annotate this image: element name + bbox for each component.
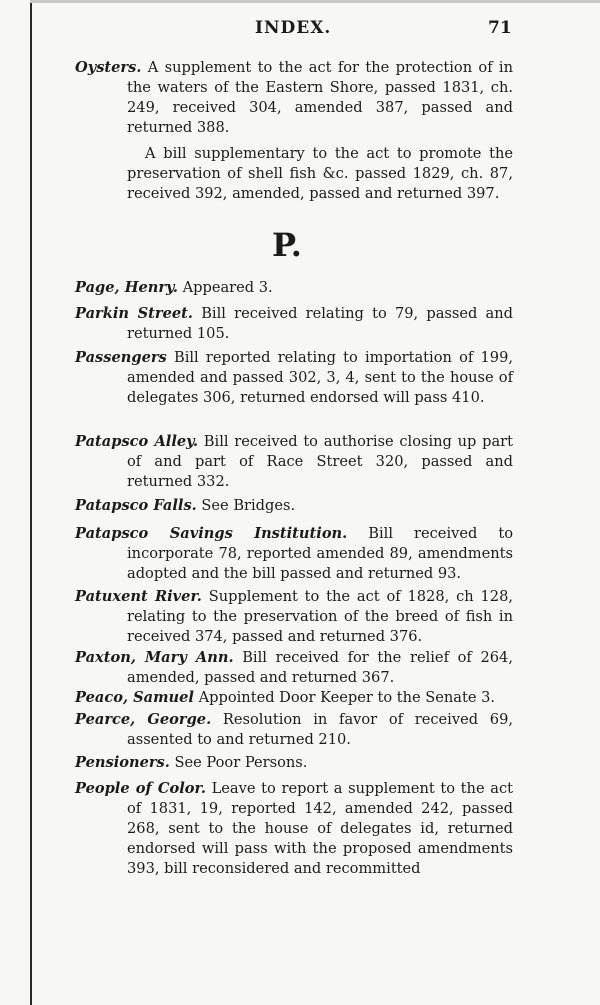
entry-headword: People of Color. xyxy=(75,780,206,797)
index-entry xyxy=(75,688,513,708)
entry-headword: Oysters. xyxy=(75,59,142,76)
entry-text: Appeared 3. xyxy=(182,279,273,296)
entry-text: See Bridges. xyxy=(201,497,296,514)
entry-headword: Passengers xyxy=(75,349,167,366)
entry-headword: Patapsco Falls. xyxy=(75,497,197,514)
entry-text: Bill received relating to 79, passed and returned 105. xyxy=(127,305,513,342)
running-head: INDEX. xyxy=(255,18,332,38)
page-binding-edge xyxy=(30,0,32,1005)
index-entry xyxy=(75,58,513,204)
index-entry xyxy=(75,710,513,750)
index-entry xyxy=(75,304,513,344)
entry-headword: Peaco, Samuel xyxy=(75,689,194,706)
entry-headword: Page, Henry. xyxy=(75,279,178,296)
entry-text: Appointed Door Keeper to the Senate 3. xyxy=(198,689,496,706)
index-entry xyxy=(75,524,513,584)
entry-text: Supplement to the act of 1828, ch 128, relating to the preservation of the breed of fish in received 374, passed and returned 376. xyxy=(127,588,513,645)
section-letter: P. xyxy=(272,226,302,264)
index-entry xyxy=(75,587,513,647)
index-entry xyxy=(75,496,513,516)
page-header xyxy=(0,18,600,42)
entry-headword: Pensioners. xyxy=(75,754,170,771)
entry-text: Leave to report a supplement to the act of 1831, 19, reported 142, amended 242, passed 268, sent to the house of delegates id, returned endorsed will pass with the proposed amendments 393, bill reconsidered and recommitted xyxy=(127,780,513,877)
entry-text: See Poor Persons. xyxy=(174,754,308,771)
entry-headword: Parkin Street. xyxy=(75,305,193,322)
entry-text: Bill received to incorporate 78, reported amended 89, amendments adopted and the bill passed and returned 93. xyxy=(127,525,514,582)
entry-headword: Pearce, George. xyxy=(75,711,212,728)
entry-text: Bill received to authorise closing up part of and part of Race Street 320, passed and returned 332. xyxy=(127,433,514,490)
entry-continuation: A bill supplementary to the act to promote the preservation of shell fish &c. passed 1829, ch. 87, received 392, amended, passed and returned 397. xyxy=(127,145,513,202)
index-entry xyxy=(75,348,513,408)
entry-text: A supplement to the act for the protection of in the waters of the Eastern Shore, passed 1831, ch. 249, received 304, amended 387, passed and returned 388. xyxy=(127,59,514,136)
page-number: 71 xyxy=(488,18,512,38)
index-entry xyxy=(75,779,513,879)
entry-text: Bill received for the relief of 264, amended, passed and returned 367. xyxy=(127,649,513,686)
entry-headword: Paxton, Mary Ann. xyxy=(75,649,234,666)
index-entry xyxy=(75,753,513,773)
entry-headword: Patapsco Savings Institution. xyxy=(75,525,348,542)
page-top-edge xyxy=(30,0,600,3)
index-entry xyxy=(75,432,513,492)
entry-text: Bill reported relating to importation of 199, amended and passed 302, 3, 4, sent to the house of delegates 306, returned endorsed will pass 410. xyxy=(127,349,513,406)
entry-headword: Patapsco Alley. xyxy=(75,433,199,450)
entry-headword: Patuxent River. xyxy=(75,588,202,605)
index-entry xyxy=(75,648,513,688)
index-entry xyxy=(75,278,513,298)
entry-text: Resolution in favor of received 69, assented to and returned 210. xyxy=(127,711,513,748)
